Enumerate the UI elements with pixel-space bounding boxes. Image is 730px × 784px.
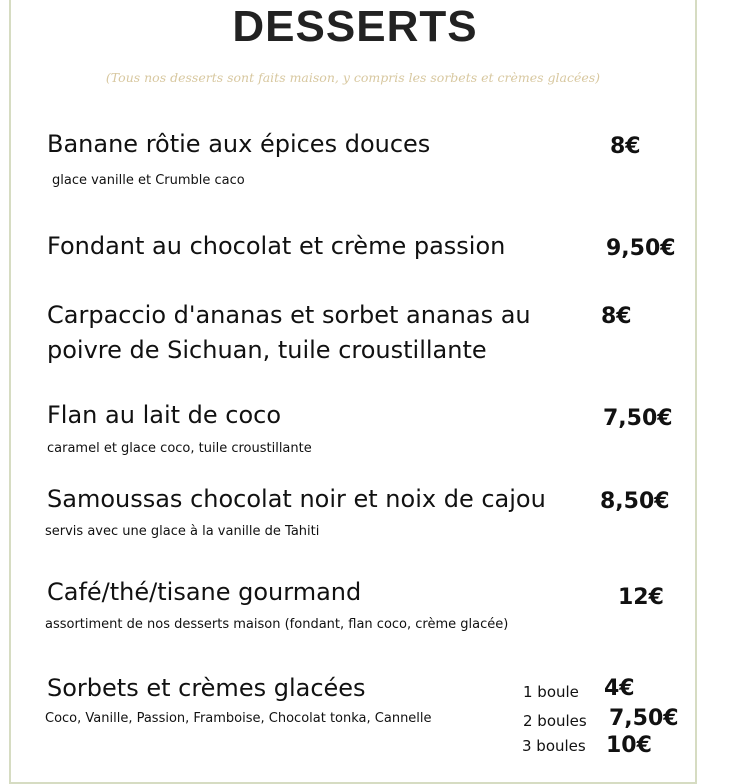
dish-description-banane: glace vanille et Crumble caco: [52, 173, 245, 188]
dish-name-flan: Flan au lait de coco: [47, 401, 282, 429]
dish-name-cafe-gourmand: Café/thé/tisane gourmand: [47, 578, 362, 606]
dish-price-samoussas: 8,50€: [600, 489, 670, 514]
dish-name-banane: Banane rôtie aux épices douces: [47, 130, 431, 158]
scoop-option-label: 3 boules: [522, 737, 586, 755]
dish-description-cafe-gourmand: assortiment de nos desserts maison (fondant, flan coco, crème glacée): [45, 617, 509, 632]
dish-name-carpaccio-line1: Carpaccio d'ananas et sorbet ananas au: [47, 301, 531, 329]
scoop-option-price: 7,50€: [609, 706, 679, 731]
dish-price-fondant: 9,50€: [606, 236, 676, 261]
menu-title: DESSERTS: [232, 2, 478, 51]
scoop-option-label: 2 boules: [523, 712, 587, 730]
dish-description-flan: caramel et glace coco, tuile croustillante: [47, 441, 312, 456]
dish-price-cafe-gourmand: 12€: [618, 585, 664, 610]
menu-subtitle: (Tous nos desserts sont faits maison, y compris les sorbets et crèmes glacées): [105, 70, 601, 85]
dish-description-samoussas: servis avec une glace à la vanille de Tahiti: [45, 524, 320, 539]
dish-price-flan: 7,50€: [603, 406, 673, 431]
dish-price-carpaccio: 8€: [601, 304, 632, 329]
dish-name-fondant: Fondant au chocolat et crème passion: [47, 232, 506, 260]
dish-name-sorbets: Sorbets et crèmes glacées: [47, 674, 366, 702]
scoop-option-price: 4€: [604, 676, 635, 701]
dish-price-banane: 8€: [610, 134, 641, 159]
dish-description-sorbets: Coco, Vanille, Passion, Framboise, Chocolat tonka, Cannelle: [45, 711, 432, 726]
menu-border: [9, 0, 697, 784]
scoop-option-price: 10€: [606, 733, 652, 758]
dish-name-samoussas: Samoussas chocolat noir et noix de cajou: [47, 485, 546, 513]
dish-name-carpaccio-line2: poivre de Sichuan, tuile croustillante: [47, 336, 487, 364]
scoop-option-label: 1 boule: [523, 683, 579, 701]
